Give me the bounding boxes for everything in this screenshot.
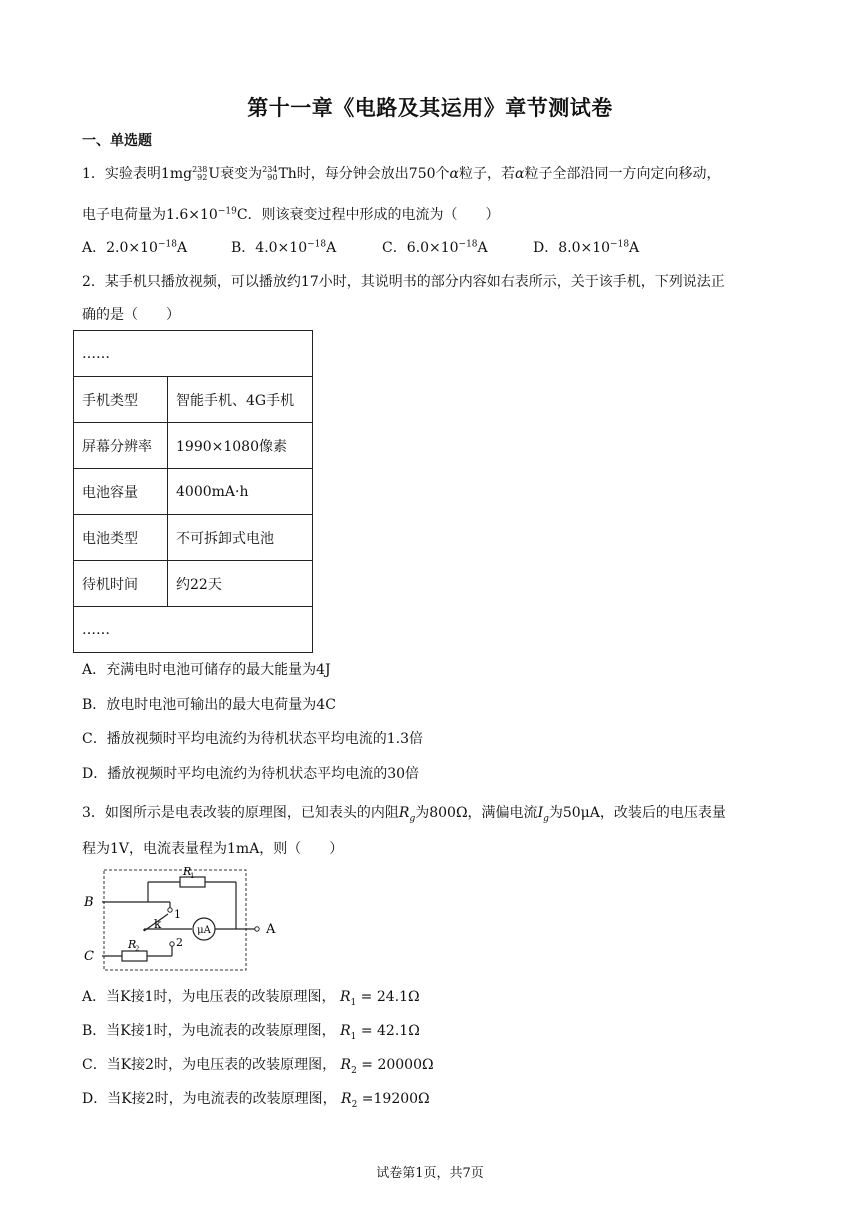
label-k: k bbox=[154, 917, 162, 931]
q3-option-d[interactable] bbox=[82, 1088, 430, 1110]
q1-text-e: 粒子全部沿同一方向定向移动， bbox=[524, 166, 721, 182]
q1-line-2 bbox=[82, 204, 500, 224]
table-value: 约22天 bbox=[168, 561, 313, 607]
label-1: 1 bbox=[174, 908, 181, 921]
q1-text-c: 时，每分钟会放出750个 bbox=[296, 166, 450, 182]
q1-charge-exponent: −19 bbox=[217, 206, 237, 217]
label-c: C bbox=[84, 949, 94, 964]
resistor-symbol: R bbox=[340, 1023, 351, 1039]
q1-text-end: C．则该衰变过程中形成的电流为（ ） bbox=[236, 207, 500, 223]
table-row bbox=[74, 331, 313, 377]
option-exponent: −18 bbox=[458, 239, 478, 250]
u-atomic-number: 92 bbox=[197, 173, 208, 182]
table-key: 待机时间 bbox=[74, 561, 168, 607]
q2-line-1: 2．某手机只播放视频，可以播放约17小时，其说明书的部分内容如右表所示，关于该手机，下列说法正 bbox=[82, 274, 725, 290]
rg-subscript: g bbox=[409, 813, 416, 824]
q1-option-b[interactable] bbox=[231, 237, 336, 257]
label-r1-sub: 1 bbox=[190, 872, 195, 880]
u-symbol: U bbox=[208, 166, 221, 182]
resistor-symbol: R bbox=[341, 1091, 352, 1107]
q3-option-a[interactable] bbox=[82, 986, 420, 1008]
option-value: = 24.1Ω bbox=[356, 989, 420, 1005]
q2-option-b[interactable]: B．放电时电池可输出的最大电荷量为4C bbox=[82, 697, 336, 713]
option-base: 8.0×10 bbox=[558, 240, 611, 256]
label-b: B bbox=[84, 895, 94, 910]
th-symbol: Th bbox=[278, 166, 297, 182]
option-exponent: −18 bbox=[157, 239, 177, 250]
table-row bbox=[74, 469, 313, 515]
table-value: 4000mA·h bbox=[168, 469, 313, 515]
q1-line-1 bbox=[82, 163, 720, 183]
option-value: = 42.1Ω bbox=[356, 1023, 420, 1039]
resistor-symbol: R bbox=[339, 989, 351, 1005]
label-2: 2 bbox=[176, 936, 183, 949]
th-mass-number: 234 bbox=[262, 165, 278, 174]
q3-line-2: 程为1V，电流表量程为1mA，则（ ） bbox=[82, 841, 344, 857]
section-heading: 一、单选题 bbox=[82, 133, 152, 149]
th-atomic-number: 90 bbox=[267, 173, 278, 182]
alpha-symbol: α bbox=[449, 166, 459, 182]
label-r2-sub: 2 bbox=[135, 945, 140, 953]
option-unit: A bbox=[629, 240, 640, 256]
q3-text-c: 为50μA，改装后的电压表量 bbox=[548, 805, 726, 821]
option-text: C．当K接2时，为电压表的改装原理图， bbox=[82, 1057, 337, 1073]
q3-option-b[interactable] bbox=[82, 1020, 420, 1042]
q1-text-a: 1．实验表明1mg bbox=[82, 166, 193, 182]
table-value: 智能手机、4G手机 bbox=[168, 377, 313, 423]
th-nuclide-index bbox=[262, 166, 277, 182]
table-row bbox=[74, 423, 313, 469]
resistor-subscript: 2 bbox=[351, 1099, 358, 1110]
table-row bbox=[74, 515, 313, 561]
label-r1: R bbox=[183, 865, 192, 878]
q2-option-d[interactable]: D．播放视频时平均电流约为待机状态平均电流的30倍 bbox=[82, 766, 420, 782]
resistor-subscript: 1 bbox=[350, 997, 357, 1008]
option-label: D． bbox=[533, 240, 559, 256]
q2-line-2: 确的是（ ） bbox=[82, 307, 180, 323]
option-unit: A bbox=[477, 240, 488, 256]
page-title: 第十一章《电路及其运用》章节测试卷 bbox=[247, 96, 613, 120]
u-mass-number: 238 bbox=[192, 165, 208, 174]
option-label: C． bbox=[382, 240, 407, 256]
option-base: 4.0×10 bbox=[255, 240, 308, 256]
label-r2: R bbox=[128, 938, 137, 951]
table-ellipsis-top: …… bbox=[74, 331, 313, 377]
table-value: 不可拆卸式电池 bbox=[168, 515, 313, 561]
q1-option-d[interactable] bbox=[533, 237, 639, 257]
rg-symbol: R bbox=[398, 805, 410, 821]
table-key: 电池容量 bbox=[74, 469, 168, 515]
option-text: A．当K接1时，为电压表的改装原理图， bbox=[82, 989, 336, 1005]
option-value: = 20000Ω bbox=[356, 1057, 434, 1073]
option-value: =19200Ω bbox=[357, 1091, 430, 1107]
q1-text-d: 粒子，若 bbox=[459, 166, 515, 182]
option-exponent: −18 bbox=[307, 239, 327, 250]
resistor-symbol: R bbox=[340, 1057, 352, 1073]
phone-spec-table bbox=[73, 330, 313, 653]
option-base: 6.0×10 bbox=[406, 240, 459, 256]
q1-option-a[interactable] bbox=[82, 237, 187, 257]
label-meter: μA bbox=[197, 925, 211, 936]
u-nuclide-index bbox=[192, 166, 207, 182]
ig-symbol: I bbox=[537, 805, 544, 821]
q3-option-c[interactable] bbox=[82, 1054, 434, 1076]
label-a: A bbox=[266, 922, 276, 937]
option-label: B． bbox=[231, 240, 256, 256]
option-unit: A bbox=[326, 240, 337, 256]
q1-charge-base: 电子电荷量为1.6×10 bbox=[82, 207, 218, 223]
option-text: D．当K接2时，为电流表的改装原理图， bbox=[82, 1091, 337, 1107]
q2-option-c[interactable]: C．播放视频时平均电流约为待机状态平均电流的1.3倍 bbox=[82, 731, 423, 747]
q2-option-a[interactable]: A．充满电时电池可储存的最大能量为4J bbox=[82, 662, 331, 678]
resistor-subscript: 2 bbox=[351, 1065, 357, 1076]
meter-conversion-circuit bbox=[80, 865, 276, 976]
terminal-2 bbox=[170, 942, 174, 946]
option-base: 2.0×10 bbox=[106, 240, 158, 256]
ig-subscript: g bbox=[543, 813, 549, 824]
q3-line-1 bbox=[82, 802, 726, 824]
table-key: 屏幕分辨率 bbox=[74, 423, 168, 469]
option-unit: A bbox=[176, 240, 188, 256]
resistor-subscript: 1 bbox=[350, 1031, 357, 1042]
table-ellipsis-bottom: …… bbox=[74, 607, 313, 653]
table-key: 手机类型 bbox=[74, 377, 168, 423]
table-row bbox=[74, 561, 313, 607]
table-key: 电池类型 bbox=[74, 515, 168, 561]
q1-option-c[interactable] bbox=[382, 237, 488, 257]
alpha-symbol-2: α bbox=[515, 166, 525, 182]
option-text: B．当K接1时，为电流表的改装原理图， bbox=[82, 1023, 336, 1039]
option-label: A． bbox=[82, 240, 107, 256]
q3-text-b: 为800Ω，满偏电流 bbox=[415, 805, 538, 821]
table-row bbox=[74, 377, 313, 423]
terminal-a bbox=[255, 927, 259, 931]
q3-text-a: 3．如图所示是电表改装的原理图，已知表头的内阻 bbox=[82, 805, 399, 821]
table-row bbox=[74, 607, 313, 653]
page-footer: 试卷第1页，共7页 bbox=[376, 1166, 484, 1181]
terminal-1 bbox=[168, 908, 172, 912]
option-exponent: −18 bbox=[610, 239, 630, 250]
q1-text-b: 衰变为 bbox=[220, 166, 263, 182]
table-value: 1990×1080像素 bbox=[168, 423, 313, 469]
